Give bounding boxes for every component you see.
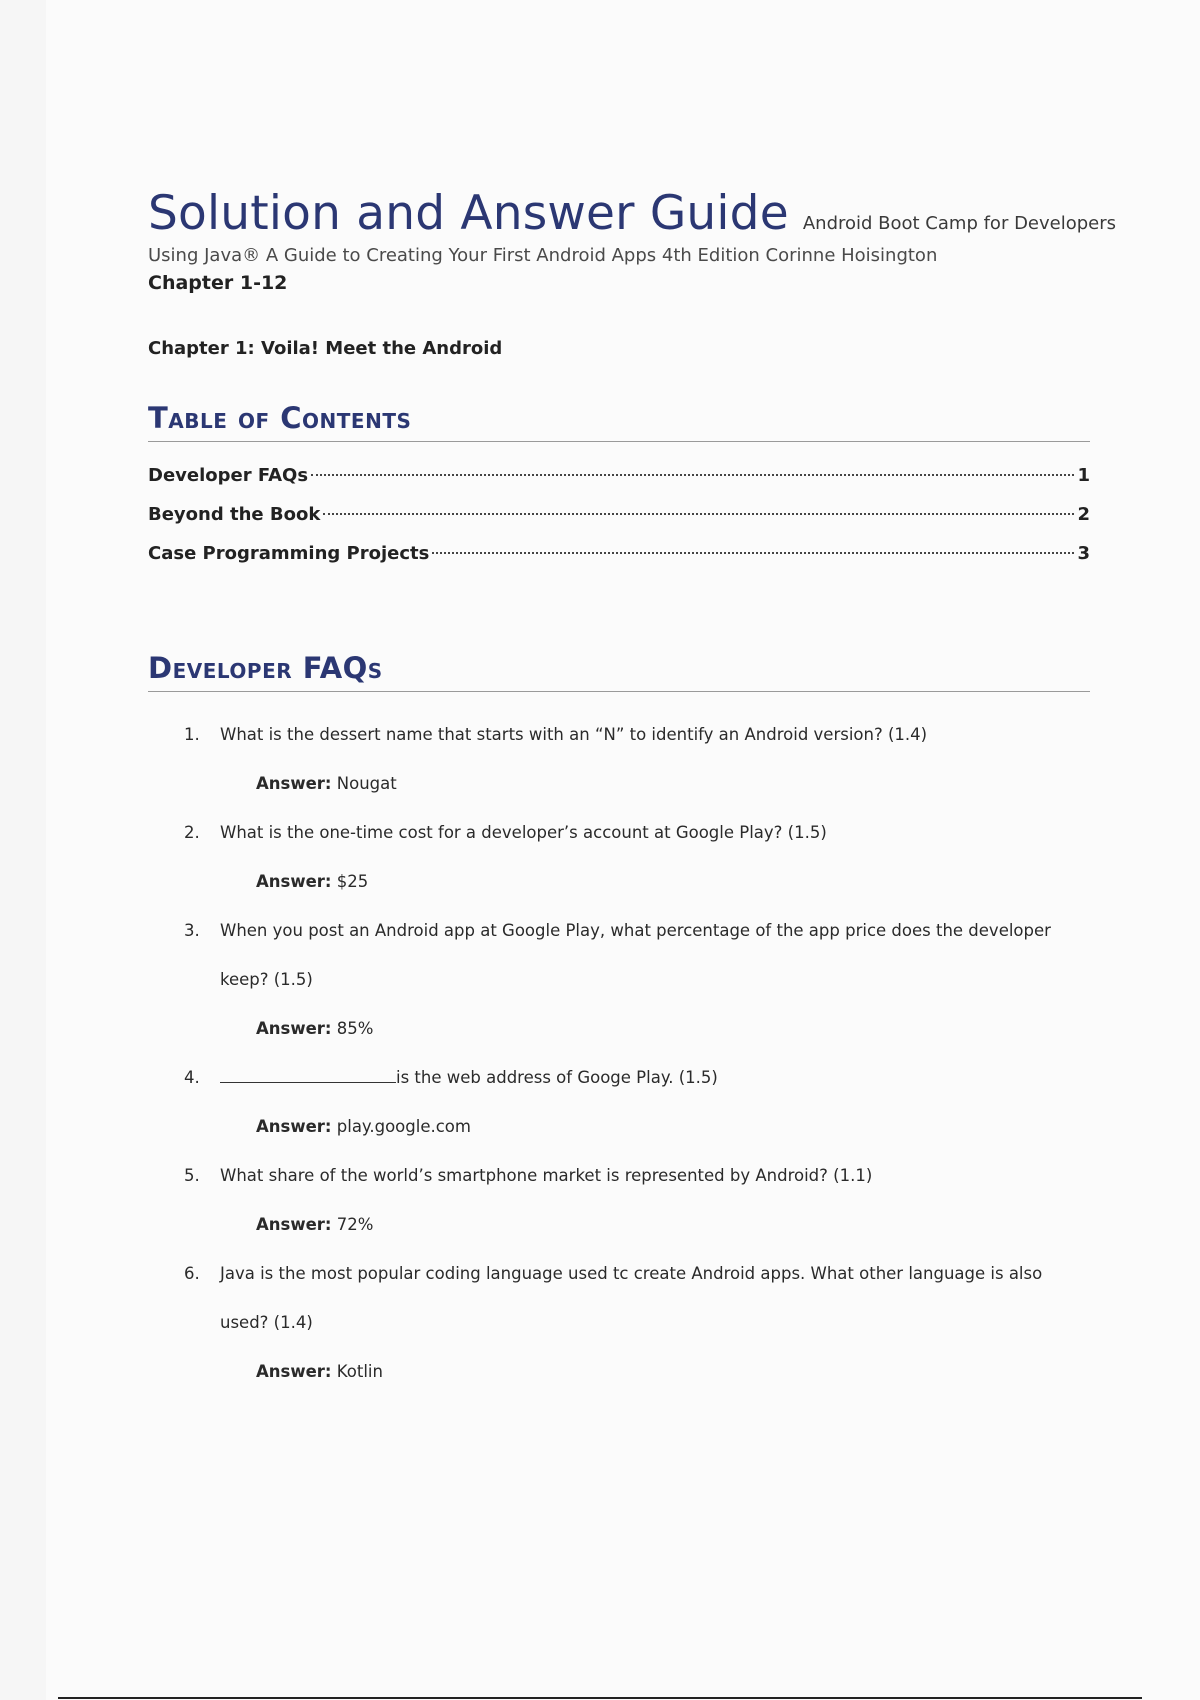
faq-number: 3. [184,921,200,940]
answer-label: Answer: [256,1215,332,1234]
document-subtitle: Android Boot Camp for Developers [802,213,1117,234]
answer-label: Answer: [256,1362,332,1381]
faq-answer [148,1004,1090,1053]
faq-question-text: What is the one-time cost for a developer’s account at Google Play? (1.5) [220,823,827,842]
faq-question [148,1151,1090,1200]
answer-text: Nougat [336,774,397,793]
answer-text: Kotlin [336,1362,383,1381]
faq-number: 6. [184,1264,200,1283]
toc-entry-case-programming-projects[interactable] [148,534,1090,573]
toc-entry-label: Case Programming Projects [148,543,430,564]
answer-label: Answer: [256,774,332,793]
table-of-contents [148,456,1090,573]
faq-number: 1. [184,725,200,744]
faq-question-text: What share of the world’s smartphone market is represented by Android? (1.1) [220,1166,873,1185]
toc-entry-page: 1 [1077,465,1090,486]
faq-question-text: is the web address of Googe Play. (1.5) [396,1068,718,1087]
toc-entry-label: Beyond the Book [148,504,321,525]
faq-question-text: Java is the most popular coding language used tc create Android apps. What other language is also used? (1.4) [220,1264,1043,1332]
faq-answer [148,1102,1090,1151]
faq-question [148,710,1090,759]
title-line [148,186,1117,241]
faq-question-text: When you post an Android app at Google Play, what percentage of the app price does the developer keep? (1.5) [220,921,1051,989]
document-byline: Using Java® A Guide to Creating Your First Android Apps 4th Edition Corinne Hoisington [148,245,938,266]
toc-entry-page: 3 [1077,543,1090,564]
answer-text: play.google.com [336,1117,471,1136]
faq-answer [148,857,1090,906]
page-margin-shade [0,0,46,1700]
footer-rule [58,1697,1142,1699]
faq-answer [148,1200,1090,1249]
faq-number: 2. [184,823,200,842]
chapter-heading: Chapter 1: Voila! Meet the Android [148,338,503,359]
faq-number: 4. [184,1068,200,1087]
toc-entry-beyond-the-book[interactable] [148,495,1090,534]
toc-entry-label: Developer FAQs [148,465,309,486]
answer-label: Answer: [256,872,332,891]
faq-answer [148,1347,1090,1396]
toc-dot-leader [311,474,1074,476]
faq-question-text-with-blank [220,1053,1090,1102]
faq-question [148,1053,1090,1102]
toc-entry-developer-faqs[interactable] [148,456,1090,495]
answer-label: Answer: [256,1117,332,1136]
faq-question-text: What is the dessert name that starts with an “N” to identify an Android version? (1.4) [220,725,928,744]
toc-heading: Table of Contents [148,401,1090,442]
toc-dot-leader [432,552,1074,554]
answer-text: $25 [336,872,369,891]
fill-in-blank [220,1068,396,1083]
faq-question [148,1249,1090,1347]
toc-dot-leader [323,513,1074,515]
answer-label: Answer: [256,1019,332,1038]
faq-number: 5. [184,1166,200,1185]
document-content [148,186,1117,1396]
faq-question [148,906,1090,1004]
faq-question [148,808,1090,857]
document-title: Solution and Answer Guide [148,186,789,241]
faq-list [148,710,1090,1396]
faq-heading: Developer FAQs [148,651,1090,692]
answer-text: 72% [336,1215,374,1234]
toc-entry-page: 2 [1077,504,1090,525]
answer-text: 85% [336,1019,374,1038]
chapter-range: Chapter 1-12 [148,272,288,294]
faq-answer [148,759,1090,808]
